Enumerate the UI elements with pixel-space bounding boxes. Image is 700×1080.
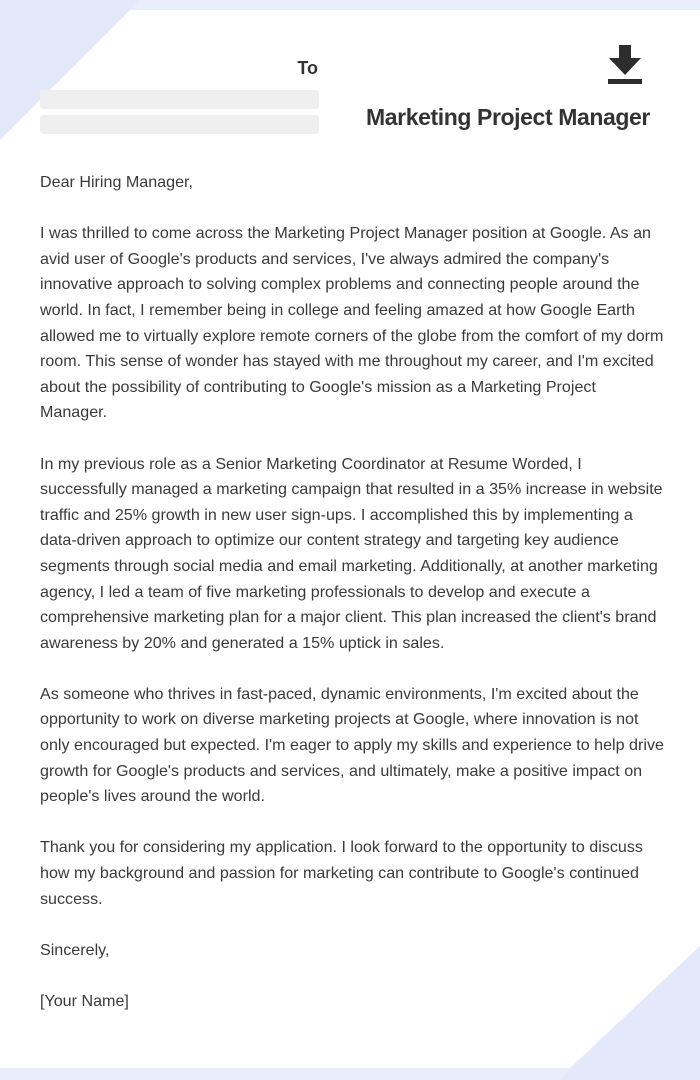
recipient-placeholder-line [40, 90, 319, 109]
signature: [Your Name] [40, 992, 129, 1010]
salutation: Dear Hiring Manager, [40, 173, 193, 191]
paragraph-experience: In my previous role as a Senior Marketing Coordinator at Resume Worded, I successfully managed a marketing campaign that resulted in a 35% increase in website traffic and 25% growth in new user sign-ups. I accomplished this by implementing a data-driven approach to optimize our content strategy and targeting key audience segments through social media and email marketing. Additionally, at another marketing agency, I led a team of five marketing professionals to develop and execute a comprehensive marketing plan for a major client. This plan increased the client's brand awareness by 20% and generated a 15% uptick in sales. [40, 454, 663, 652]
job-title: Marketing Project Manager [366, 104, 650, 130]
paragraph-thanks: Thank you for considering my application. I look forward to the opportunity to discuss how my background and passion for marketing can contribute to Google's continued success. [40, 838, 643, 908]
closing: Sincerely, [40, 940, 110, 959]
letter-body [40, 170, 665, 1040]
paragraph-motivation: As someone who thrives in fast-paced, dynamic environments, I'm excited about the opportunity to work on diverse marketing projects at Google, where innovation is not only encouraged but expected. I'm eager to apply my skills and experience to help drive growth for Google's products and services, and ultimately, make a positive impact on people's lives around the world. [40, 684, 664, 806]
paragraph-intro: I was thrilled to come across the Marketing Project Manager position at Google. As an avid user of Google's products and services, I've always admired the company's innovative approach to solving complex problems and connecting people around the world. In fact, I remember being in college and feeling amazed at how Google Earth allowed me to virtually explore remote corners of the globe from the comfort of my dorm room. This sense of wonder has stayed with me throughout my career, and I'm excited about the possibility of contributing to Google's mission as a Marketing Project Manager. [40, 224, 664, 422]
download-icon[interactable] [606, 45, 644, 85]
recipient-to-label: To [297, 58, 318, 78]
recipient-placeholder-line [40, 115, 319, 134]
download-icon-graphic [606, 45, 644, 85]
